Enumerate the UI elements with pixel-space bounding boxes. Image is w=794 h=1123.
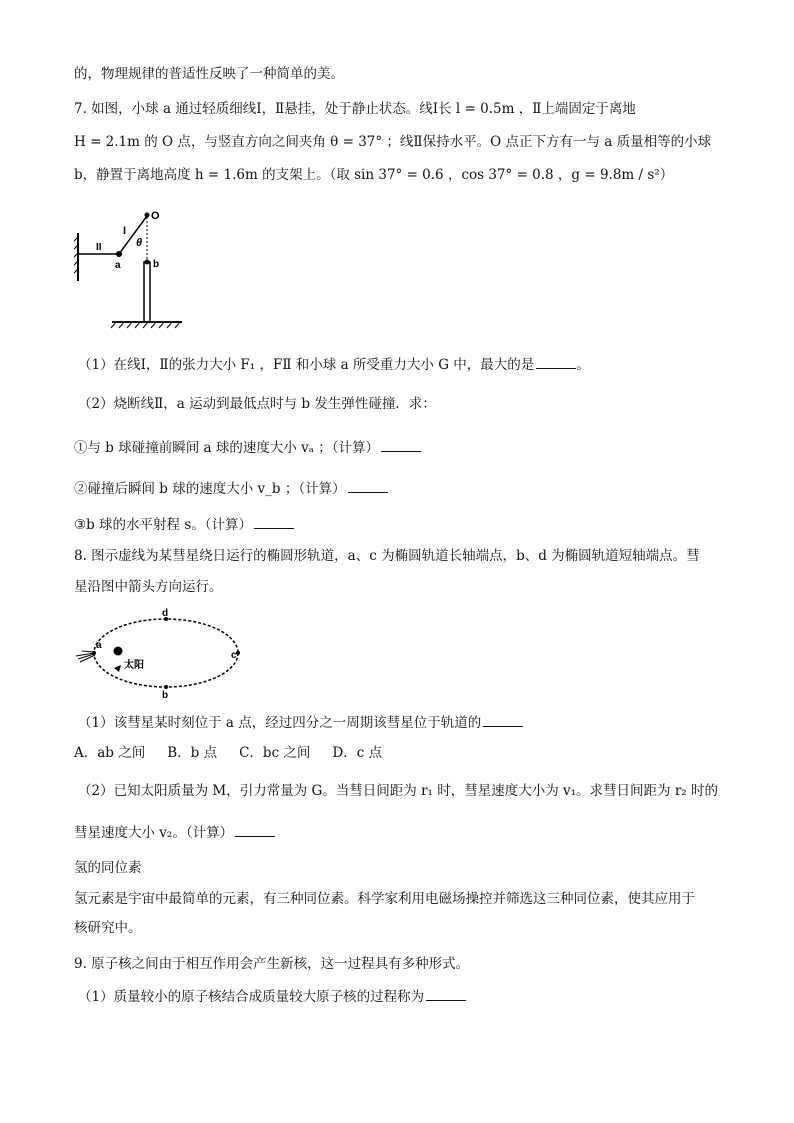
punctuation: 。 [576,357,590,373]
answer-blank[interactable] [483,712,523,727]
answer-blank[interactable] [536,354,576,369]
answer-blank[interactable] [348,478,388,493]
question-text: （1）该彗星某时刻位于 a 点，经过四分之一周期该彗星位于轨道的 [78,715,482,731]
question-text: 彗星速度大小 v₂。（计算） [74,825,234,841]
answer-blank[interactable] [426,986,466,1001]
pendulum-figure [74,205,194,330]
label-theta: θ [136,237,143,249]
point-o [145,213,150,218]
question-7-sub-3 [74,514,294,535]
section-title: 氢的同位素 [74,860,142,876]
label-sun: 太阳 [124,660,144,671]
question-8-options [74,743,404,763]
label-a: a [96,640,102,651]
answer-blank[interactable] [381,437,421,452]
question-text: ③b 球的水平射程 s。（计算） [74,517,253,533]
question-9-part-1 [78,986,466,1007]
question-8-text: 8. 图示虚线为某彗星绕日运行的椭圆形轨道，a、c 为椭圆轨道长轴端点，b、d 为椭圆轨道短轴端点。彗 [74,548,700,564]
question-7-sub-2 [74,478,388,499]
question-7-sub-1 [74,437,421,458]
question-7-part-2: （2）烧断线Ⅱ，a 运动到最低点时与 b 发生弹性碰撞．求： [78,396,436,412]
text-line: 的，物理规律的普适性反映了一种简单的美。 [74,66,344,82]
ball-b [145,260,150,265]
sun-icon [114,647,123,656]
option-b[interactable]: B．b 点 [167,745,218,761]
point-b [164,685,168,689]
question-7-text: 7. 如图，小球 a 通过轻质细线Ⅰ，Ⅱ悬挂，处于静止状态。线Ⅰ长 l = 0.5m ，Ⅱ上端固定于离地 [74,101,636,117]
question-8-part-2-cont [74,822,275,843]
question-7-part-1 [78,354,590,375]
label-i: I [123,225,127,237]
label-d: d [162,608,169,619]
option-c[interactable]: C．bc 之间 [239,745,311,761]
label-c: c [231,650,237,661]
question-text: ①与 b 球碰撞前瞬间 a 球的速度大小 vₐ ；（计算） [74,440,380,456]
point-c [236,651,240,655]
label-b: b [153,259,160,270]
option-d[interactable]: D．c 点 [332,745,383,761]
question-8-part-1 [78,712,523,733]
question-9-text: 9. 原子核之间由于相互作用会产生新核，这一过程具有多种形式。 [74,956,470,972]
label-ii: II [96,242,102,253]
question-7-text: b，静置于离地高度 h = 1.6m 的支架上。（取 sin 37° = 0.6 ，cos 37° = 0.8 ，g = 9.8m / s²） [74,167,674,183]
answer-blank[interactable] [235,822,275,837]
label-a: a [115,260,121,271]
question-text: ②碰撞后瞬间 b 球的速度大小 v_b ；（计算） [74,481,346,497]
question-8-part-2: （2）已知太阳质量为 M，引力常量为 G。当彗日间距为 r₁ 时，彗星速度大小为 v₁。求彗日间距为 r₂ 时的 [78,783,719,799]
question-7-text: H = 2.1m 的 O 点，与竖直方向之间夹角 θ = 37° ；线Ⅱ保持水平。O 点正下方有一与 a 质量相等的小球 [74,134,712,150]
answer-blank[interactable] [254,514,294,529]
label-b: b [162,690,169,698]
option-a[interactable]: A．ab 之间 [74,745,146,761]
question-text: （1）质量较小的原子核结合成质量较大原子核的过程称为 [78,989,425,1005]
section-text: 氢元素是宇宙中最简单的元素，有三种同位素。科学家利用电磁场操控并筛选这三种同位素，使其应用于 [74,891,695,907]
direction-arrow-icon [114,665,121,672]
section-text: 核研究中。 [74,920,142,936]
question-8-text: 星沿图中箭头方向运行。 [74,579,223,595]
ball-a [116,251,122,257]
orbit-figure [74,606,244,698]
label-o: O [151,210,160,222]
question-text: （1）在线Ⅰ，Ⅱ的张力大小 F₁ ，FⅡ 和小球 a 所受重力大小 G 中，最大的是 [78,357,535,373]
